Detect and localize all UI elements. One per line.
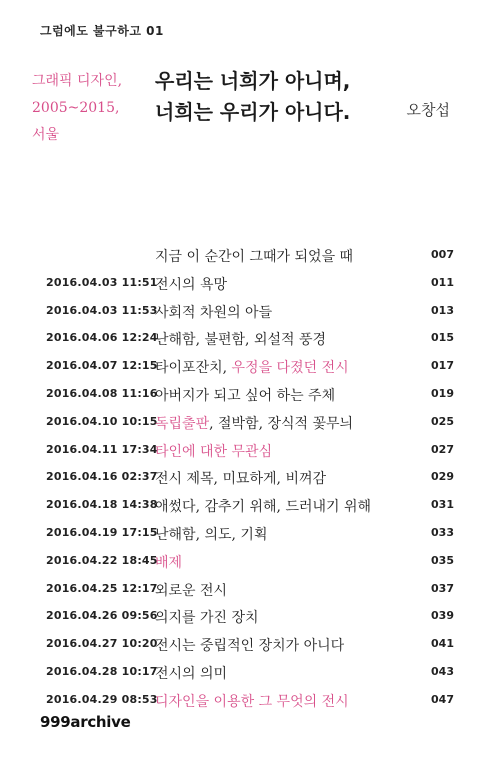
toc-entry	[0, 549, 500, 577]
toc-page-number: 011	[431, 275, 454, 289]
subtitle-line: 그래픽 디자인,	[32, 73, 123, 89]
toc-timestamp: 2016.04.03 11:53	[46, 303, 158, 317]
toc-title-text: , 절박함, 장식적 꽃무늬	[209, 415, 354, 432]
toc-title-highlight: 우정을 다졌던 전시	[231, 360, 349, 377]
toc-timestamp: 2016.04.10 10:15	[46, 414, 158, 428]
toc-title	[155, 274, 227, 294]
toc-timestamp: 2016.04.27 10:20	[46, 637, 158, 651]
toc-title	[155, 580, 227, 600]
toc-timestamp: 2016.04.07 12:15	[46, 359, 158, 373]
toc-entry	[0, 243, 500, 271]
toc-title-highlight: 배제	[155, 554, 183, 571]
toc-entry	[0, 438, 500, 466]
toc-title	[155, 329, 326, 349]
toc-page-number: 007	[431, 248, 454, 261]
toc-title	[155, 552, 182, 572]
toc-title-text: 애썼다, 감추기 위해, 드러내기 위해	[155, 499, 372, 516]
toc-entry	[0, 299, 500, 327]
toc-page-number: 027	[431, 442, 454, 456]
toc-timestamp: 2016.04.26 09:56	[46, 609, 158, 623]
toc-timestamp: 2016.04.03 11:51	[46, 275, 158, 289]
toc-title	[155, 357, 349, 377]
toc-entry	[0, 521, 500, 549]
toc-entry	[0, 354, 500, 382]
toc-page-number: 043	[431, 664, 454, 678]
toc-page-number: 015	[431, 331, 454, 345]
toc-title-text: 외로운 전시	[155, 582, 228, 599]
toc-entry	[0, 632, 500, 660]
toc-title-text: 아버지가 되고 싶어 하는 주체	[155, 387, 336, 404]
toc-title	[155, 663, 227, 683]
toc-timestamp: 2016.04.22 18:45	[46, 553, 158, 567]
toc-entry	[0, 577, 500, 605]
toc-entry	[0, 465, 500, 493]
toc-timestamp: 2016.04.29 08:53	[46, 692, 158, 706]
toc-title	[155, 607, 259, 627]
toc-title-text: 타이포잔치,	[155, 360, 232, 377]
author-name: 오창섭	[406, 101, 450, 119]
toc-title	[155, 441, 272, 461]
toc-page-number: 029	[431, 470, 454, 484]
table-of-contents	[0, 243, 500, 716]
subtitle-line: 서울	[32, 127, 60, 143]
toc-title-text: 난해함, 의도, 기획	[155, 526, 268, 543]
toc-page-number: 039	[431, 609, 454, 623]
toc-title-highlight: 디자인을 이용한 그 무엇의 전시	[155, 693, 349, 710]
toc-page-number: 047	[431, 692, 454, 706]
toc-page-number: 031	[431, 498, 454, 512]
toc-entry	[0, 493, 500, 521]
toc-entry	[0, 688, 500, 716]
toc-timestamp: 2016.04.19 17:15	[46, 525, 158, 539]
toc-entry	[0, 410, 500, 438]
toc-title-text: 지금 이 순간이 그때가 되었을 때	[155, 249, 354, 265]
toc-title	[155, 524, 267, 544]
toc-title-text: 전시는 중립적인 장치가 아니다	[155, 638, 345, 655]
toc-title-highlight: 독립출판	[155, 415, 210, 432]
toc-entry	[0, 382, 500, 410]
toc-timestamp: 2016.04.28 10:17	[46, 664, 158, 678]
toc-timestamp: 2016.04.16 02:37	[46, 470, 158, 484]
toc-page-number: 013	[431, 303, 454, 317]
toc-title-text: 의지를 가진 장치	[155, 610, 259, 627]
toc-page-number: 017	[431, 359, 454, 373]
publisher-logo: 999archive	[40, 713, 131, 731]
toc-page-number: 025	[431, 414, 454, 428]
toc-title	[155, 413, 353, 433]
subtitle-line: 2005~2015,	[32, 100, 120, 116]
toc-title	[155, 496, 371, 516]
toc-title	[155, 246, 353, 266]
toc-timestamp: 2016.04.11 17:34	[46, 442, 158, 456]
toc-timestamp: 2016.04.08 11:16	[46, 386, 158, 400]
title-line: 우리는 너희가 아니며,	[155, 69, 351, 93]
book-title	[155, 66, 350, 128]
title-line: 너희는 우리가 아니다.	[155, 100, 351, 124]
toc-page-number: 019	[431, 386, 454, 400]
toc-entry	[0, 271, 500, 299]
toc-title	[155, 635, 344, 655]
subtitle	[32, 68, 162, 149]
toc-title-text: 전시의 의미	[155, 665, 228, 682]
toc-entry	[0, 326, 500, 354]
toc-page-number: 033	[431, 525, 454, 539]
series-label: 그럼에도 불구하고 01	[40, 24, 164, 38]
toc-timestamp: 2016.04.18 14:38	[46, 498, 158, 512]
toc-timestamp: 2016.04.06 12:24	[46, 331, 158, 345]
toc-title	[155, 691, 349, 711]
toc-title	[155, 468, 326, 488]
toc-title	[155, 385, 335, 405]
toc-title-text: 난해함, 불편함, 외설적 풍경	[155, 332, 327, 349]
toc-title-text: 전시 제목, 미묘하게, 비껴감	[155, 471, 327, 488]
toc-page-number: 037	[431, 581, 454, 595]
toc-timestamp: 2016.04.25 12:17	[46, 581, 158, 595]
toc-title-text: 전시의 욕망	[155, 276, 228, 293]
toc-entry	[0, 604, 500, 632]
toc-title-highlight: 타인에 대한 무관심	[155, 443, 273, 460]
toc-title-text: 사회적 차원의 아들	[155, 304, 273, 321]
toc-entry	[0, 660, 500, 688]
toc-title	[155, 302, 272, 322]
toc-page-number: 041	[431, 637, 454, 651]
toc-page-number: 035	[431, 553, 454, 567]
